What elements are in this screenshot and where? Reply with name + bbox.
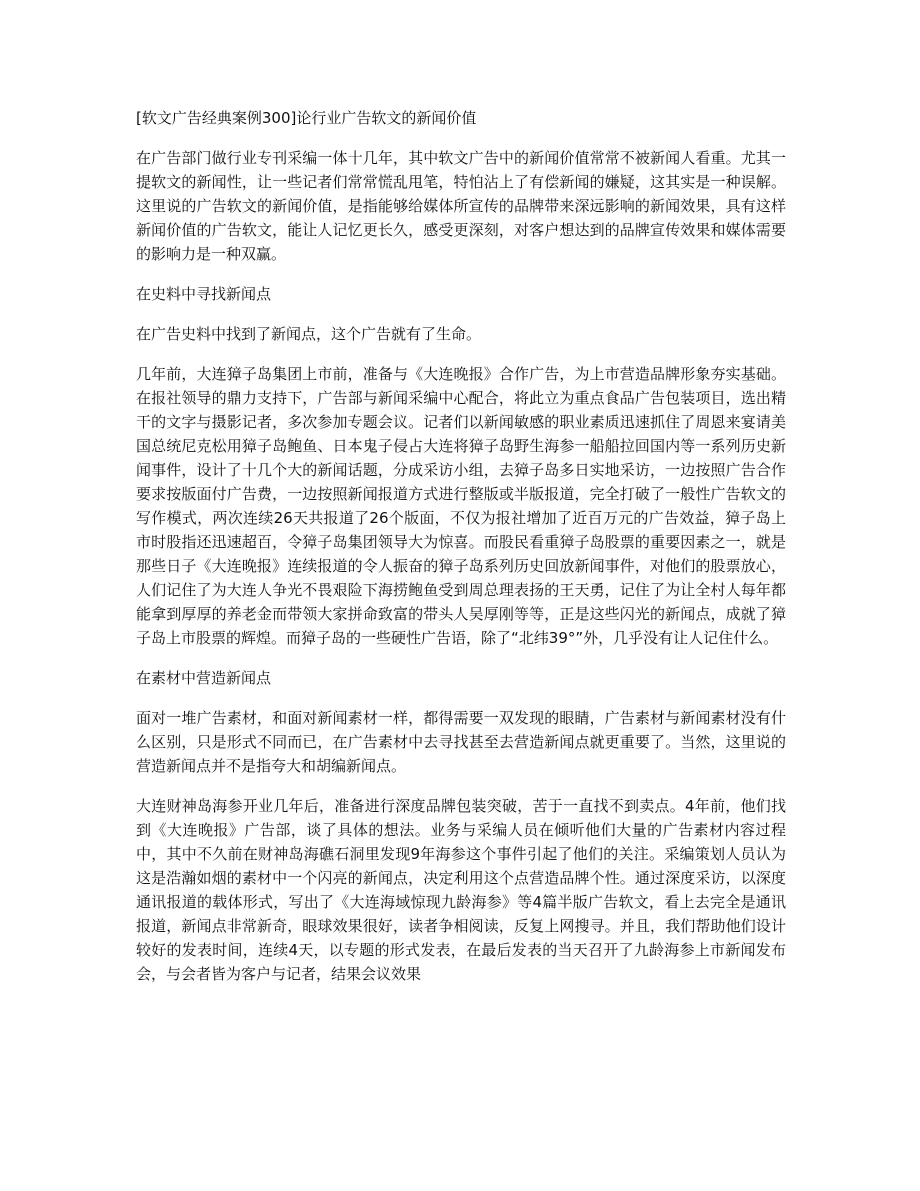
- paragraph-caishendao-case: 大连财神岛海参开业几年后，准备进行深度品牌包装突破，苦于一直找不到卖点。4年前，他们找到《大连晚报》广告部，谈了具体的想法。业务与采编人员在倾听他们大量的广告素材内容过程中，其中不久前在财神岛海礁石洞里发现9年海参这个事件引起了他们的关注。采编策划人员认为这是浩瀚如烟的素材中一个闪亮的新闻点，决定利用这个点营造品牌个性。通过深度采访，以深度通讯报道的载体形式，写出了《大连海域惊现九龄海参》等4篇半版广告软文，看上去完全是通讯报道，新闻点非常新奇，眼球效果很好，读者争相阅读，反复上网搜寻。并且，我们帮助他们设计较好的发表时间，连续4天，以专题的形式发表，在最后发表的当天召开了九龄海参上市新闻发布会，与会者皆为客户与记者，结果会议效果: [136, 797, 786, 983]
- paragraph-zhangzidao-case: 几年前，大连獐子岛集团上市前，准备与《大连晚报》合作广告，为上市营造品牌形象夯实基础。在报社领导的鼎力支持下，广告部与新闻采编中心配合，将此立为重点食品广告包装项目，选出精干的文字与摄影记者，多次参加专题会议。记者们以新闻敏感的职业素质迅速抓住了周恩来宴请美国总统尼克松用獐子岛鲍鱼、日本鬼子侵占大连将獐子岛野生海参一船船拉回国内等一系列历史新闻事件，设计了十几个大的新闻话题，分成采访小组，去獐子岛多日实地采访，一边按照广告合作要求按版面付广告费，一边按照新闻报道方式进行整版或半版报道，完全打破了一般性广告软文的写作模式，两次连续26天共报道了26个版面，不仅为报社增加了近百万元的广告效益，獐子岛上市时股指还迅速超百，令獐子岛集团领导大为惊喜。而股民看重獐子岛股票的重要因素之一，就是那些日子《大连晚报》连续报道的令人振奋的獐子岛系列历史回放新闻事件，对他们的股票放心，人们记住了为大连人争光不畏艰险下海捞鲍鱼受到周总理表扬的王天勇，记住了为让全村人每年都能拿到厚厚的养老金而带领大家拼命致富的带头人吴厚刚等等，正是这些闪光的新闻点，成就了獐子岛上市股票的辉煌。而獐子岛的一些硬性广告语，除了“北纬39°”外，几乎没有让人记住什么。: [136, 365, 786, 647]
- paragraph-history-summary: 在广告史料中找到了新闻点，这个广告就有了生命。: [136, 325, 482, 343]
- section-heading-material: 在素材中营造新闻点: [136, 669, 272, 687]
- paragraph-material-intro: 面对一堆广告素材，和面对新闻素材一样，都得需要一双发现的眼睛，广告素材与新闻素材没有什么区别，只是形式不同而已，在广告素材中去寻找甚至去营造新闻点就更重要了。当然，这里说的营造新闻点并不是指夸大和胡编新闻点。: [136, 709, 786, 775]
- paragraph-intro: 在广告部门做行业专刊采编一体十几年，其中软文广告中的新闻价值常常不被新闻人看重。尤其一提软文的新闻性，让一些记者们常常慌乱甩笔，特怕沾上了有偿新闻的嫌疑，这其实是一种误解。这里说的广告软文的新闻价值，是指能够给媒体所宣传的品牌带来深远影响的新闻效果，具有这样新闻价值的广告软文，能让人记忆更长久，感受更深刻，对客户想达到的品牌宣传效果和媒体需要的影响力是一种双赢。: [136, 149, 786, 263]
- document-title: [软文广告经典案例300]论行业广告软文的新闻价值: [136, 109, 477, 127]
- document-page: [136, 106, 786, 1002]
- section-heading-history: 在史料中寻找新闻点: [136, 285, 272, 303]
